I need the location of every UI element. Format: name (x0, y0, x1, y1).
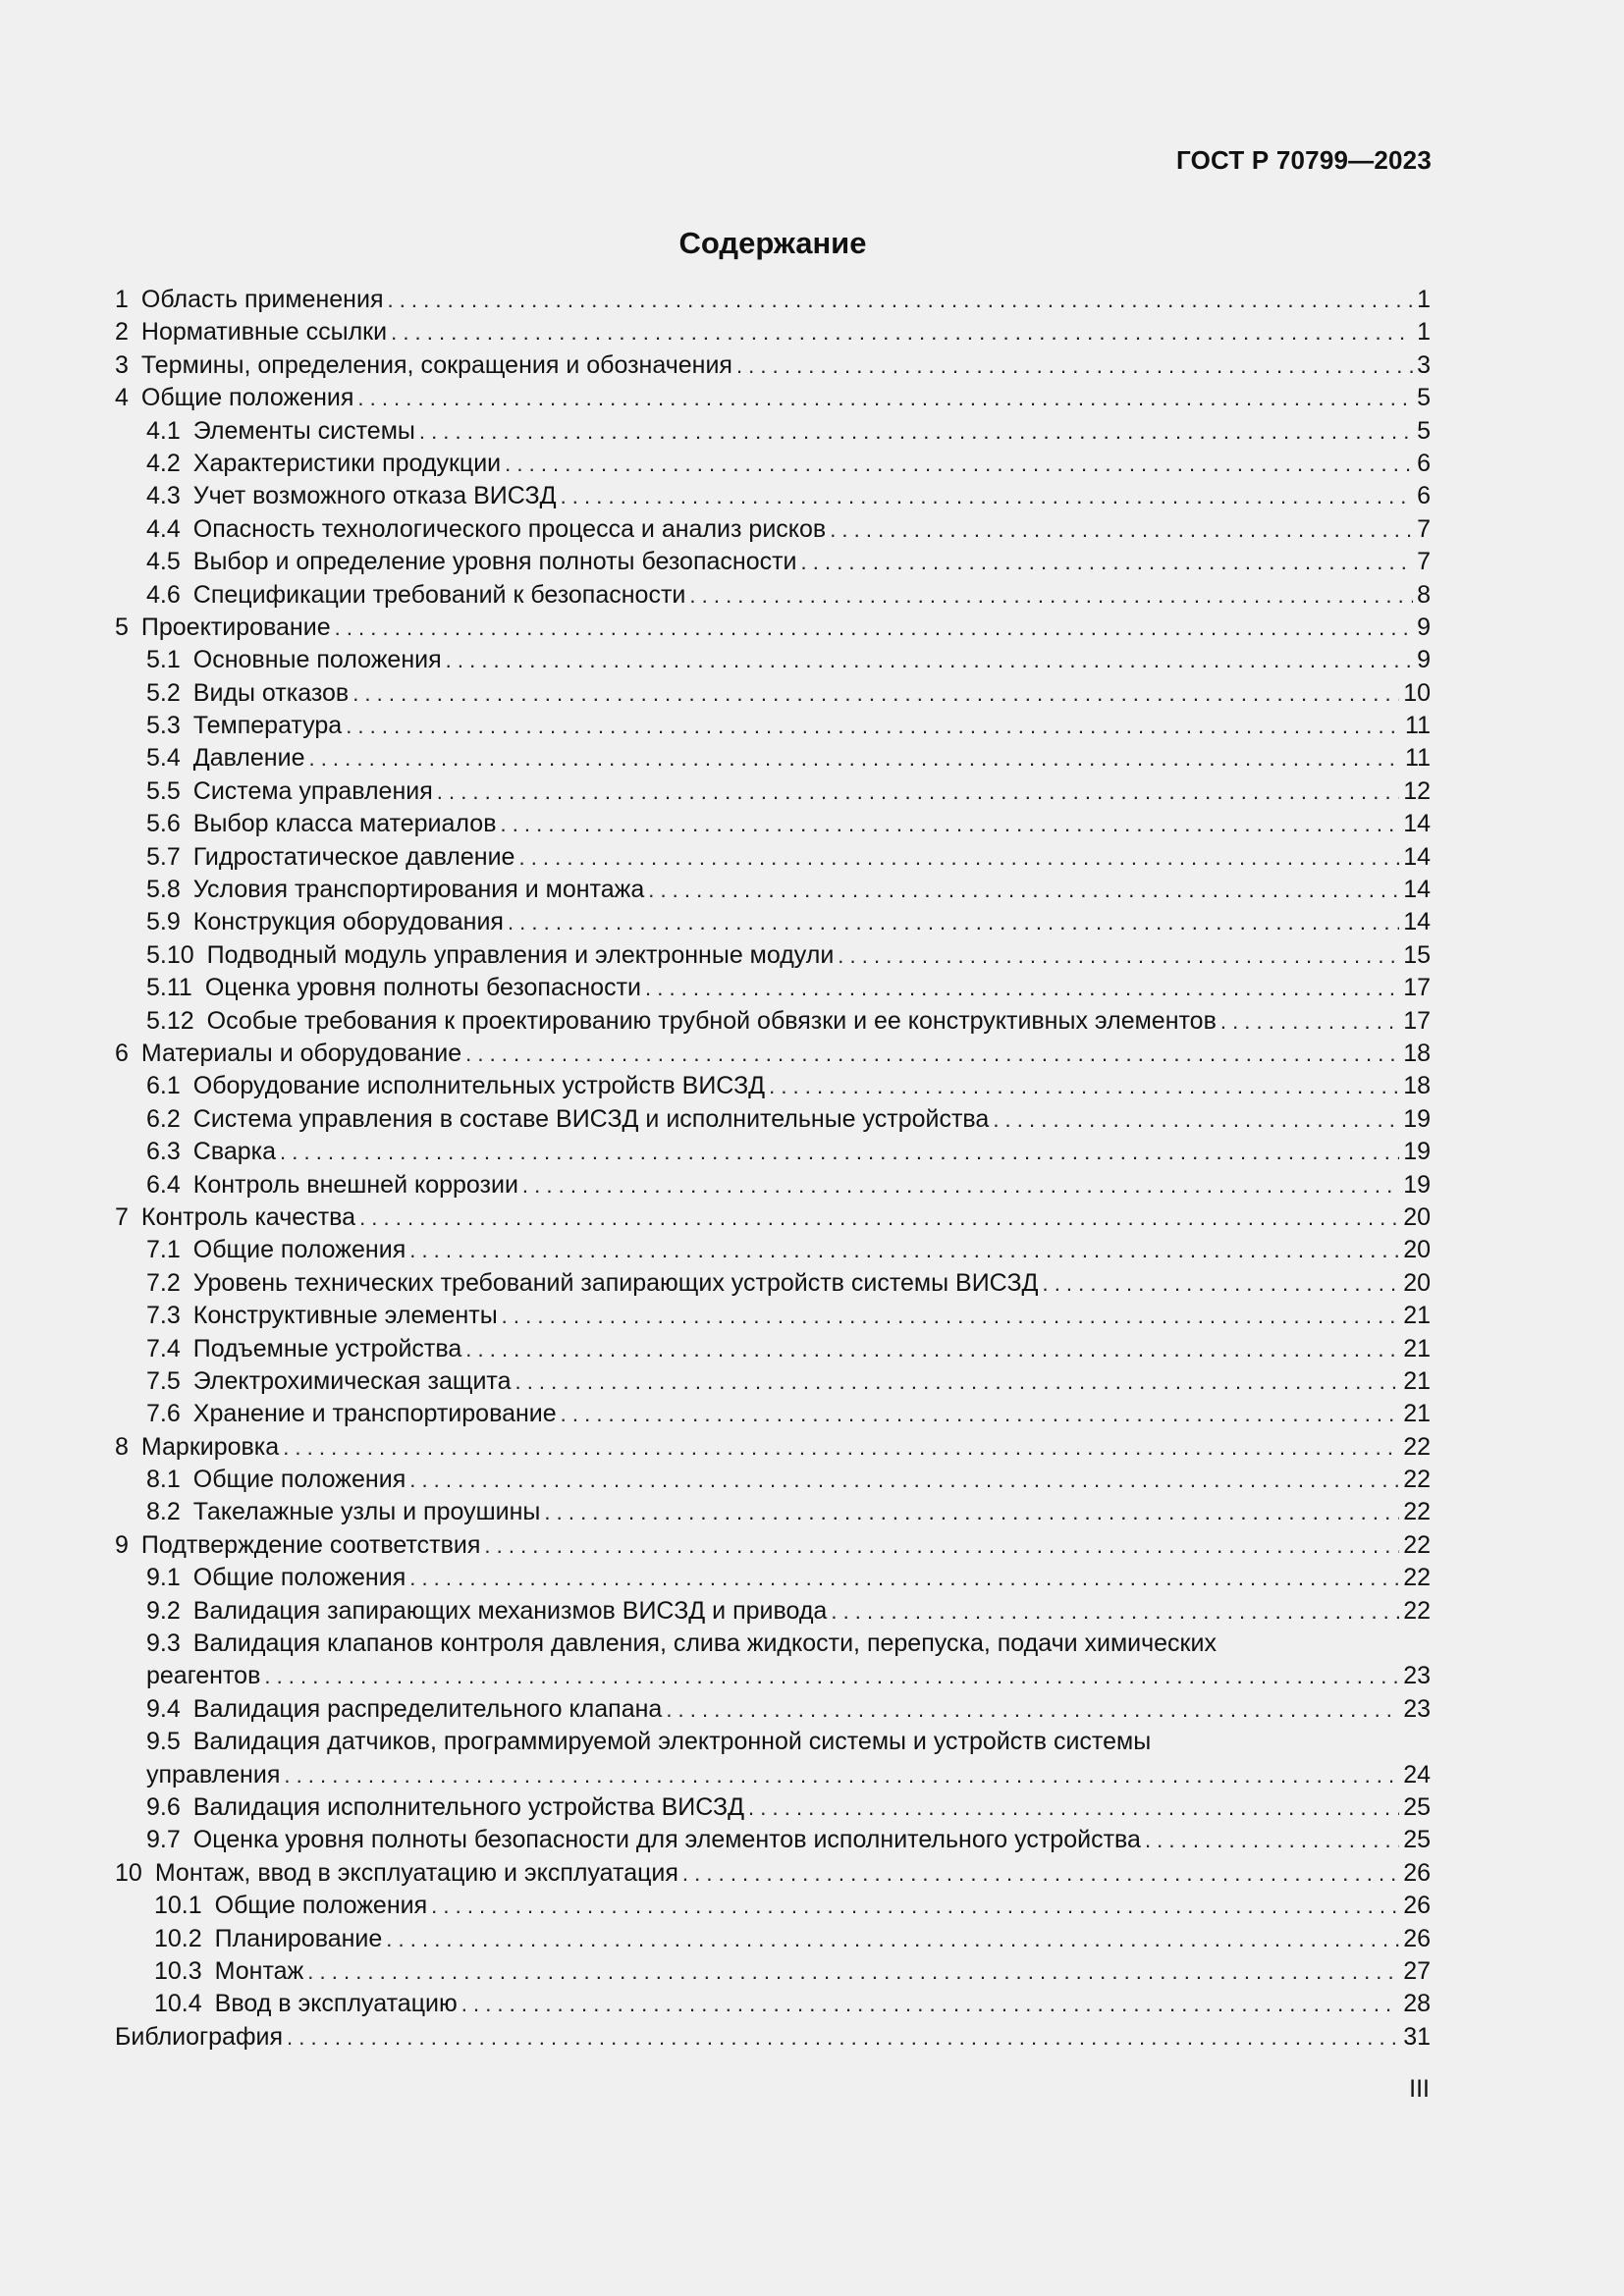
toc-entry[interactable] (115, 284, 1431, 316)
toc-leader-dots (522, 1169, 1399, 1201)
toc-leader-dots (830, 513, 1413, 546)
toc-entry-page: 20 (1403, 1236, 1431, 1264)
toc-entry-page: 21 (1403, 1400, 1431, 1428)
toc-entry[interactable] (115, 480, 1431, 512)
toc-entry-title: Такелажные узлы и проушины (192, 1498, 541, 1526)
toc-entry-title: Ввод в эксплуатацию (214, 1990, 458, 2018)
toc-entry[interactable] (115, 1529, 1431, 1562)
toc-entry-title: Конструкция оборудования (192, 908, 504, 936)
toc-entry-number: 5.10 (146, 940, 194, 969)
toc-entry-number: 6 (115, 1039, 129, 1067)
toc-entry-page: 19 (1403, 1104, 1431, 1133)
toc-entry-number: 2 (115, 318, 129, 347)
toc-leader-dots (264, 1660, 1399, 1692)
toc-entry-title: Валидация запирающих механизмов ВИСЗД и привода (192, 1596, 828, 1625)
toc-entry-page: 25 (1403, 1792, 1431, 1821)
toc-entry-page: 28 (1403, 1990, 1431, 2018)
toc-entry-number: 5.4 (146, 744, 181, 773)
toc-entry-page: 11 (1405, 744, 1431, 773)
toc-entry[interactable] (115, 1857, 1431, 1890)
toc-leader-dots (508, 906, 1399, 938)
toc-leader-dots (409, 1464, 1399, 1496)
toc-leader-dots (561, 480, 1414, 512)
toc-entry-number: 7.2 (146, 1268, 181, 1297)
toc-leader-dots (446, 644, 1413, 676)
toc-entry[interactable] (115, 1103, 1431, 1136)
toc-leader-dots (283, 1431, 1399, 1464)
toc-entry-title: Опасность технологического процесса и анализ рисков (192, 514, 827, 543)
toc-entry-title: Спецификации требований к безопасности (192, 580, 686, 609)
toc-entry-title: Температура (192, 712, 343, 740)
toc-entry-number: 7.3 (146, 1302, 181, 1330)
toc-entry-page: 23 (1403, 1662, 1431, 1690)
toc-entry-page: 27 (1403, 1956, 1431, 1985)
toc-entry-title: Подтверждение соответствия (140, 1530, 481, 1559)
toc-entry[interactable] (115, 1496, 1431, 1528)
toc-entry-title: Контроль качества (140, 1202, 356, 1231)
toc-entry[interactable] (115, 1169, 1431, 1201)
toc-leader-dots (831, 1595, 1399, 1628)
toc-leader-dots (484, 1529, 1399, 1562)
toc-entry[interactable] (115, 1595, 1431, 1628)
toc-entry-title: Система управления в составе ВИСЗД и исполнительные устройства (192, 1104, 990, 1133)
toc-entry-page: 5 (1417, 384, 1431, 412)
toc-entry-page: 23 (1403, 1694, 1431, 1723)
toc-entry-number: 6.3 (146, 1138, 181, 1166)
toc-entry-number: 9.5 (146, 1728, 181, 1756)
toc-entry-page: 26 (1403, 1924, 1431, 1952)
toc-entry[interactable] (115, 1431, 1431, 1464)
toc-entry[interactable] (115, 579, 1431, 612)
toc-leader-dots (518, 841, 1399, 874)
toc-entry-number: 8.2 (146, 1498, 181, 1526)
toc-entry[interactable] (115, 382, 1431, 414)
toc-entry-title: Валидация датчиков, программируемой электронной системы и устройств системы (192, 1728, 1152, 1756)
toc-entry-number: 5 (115, 613, 129, 641)
toc-entry-number: 1 (115, 286, 129, 313)
toc-entry-title: Уровень технических требований запирающих устройств системы ВИСЗД (192, 1268, 1039, 1297)
toc-entry[interactable] (115, 415, 1431, 448)
toc-entry-number: 8.1 (146, 1466, 181, 1494)
toc-entry-title: Характеристики продукции (192, 449, 502, 477)
toc-entry-number: 5.6 (146, 810, 181, 838)
toc-entry-title: Сварка (192, 1138, 277, 1166)
toc-entry[interactable] (115, 1398, 1431, 1430)
toc-entry-title-continued: реагентов (146, 1662, 261, 1690)
toc-entry-page: 10 (1403, 678, 1431, 707)
toc-entry[interactable] (115, 808, 1431, 840)
toc-entry-page: 9 (1417, 646, 1431, 674)
toc-entry-number: 5.7 (146, 842, 181, 871)
toc-entry-number: 4.3 (146, 482, 181, 510)
toc-entry-number: 9.7 (146, 1826, 181, 1854)
toc-entry-title: Виды отказов (192, 678, 350, 707)
toc-entry-title: Валидация исполнительного устройства ВИСЗД (192, 1792, 745, 1821)
toc-entry[interactable] (115, 710, 1431, 742)
toc-entry-page: 14 (1403, 908, 1431, 936)
toc-entry-title: Контроль внешней коррозии (192, 1170, 518, 1199)
toc-entry[interactable] (115, 1070, 1431, 1102)
toc-leader-dots (419, 415, 1413, 448)
toc-entry[interactable] (115, 1038, 1431, 1070)
toc-entry-number: 9 (115, 1530, 129, 1559)
toc-entry-number: 7.6 (146, 1400, 181, 1428)
toc-entry-number: 5.2 (146, 678, 181, 707)
toc-entry-title: Элементы системы (192, 416, 415, 445)
toc-entry[interactable] (115, 1955, 1431, 1988)
toc-entry[interactable] (115, 644, 1431, 676)
toc-leader-dots (352, 677, 1399, 710)
toc-entry-number: 7.4 (146, 1334, 181, 1362)
toc-entry-number: 4 (115, 384, 129, 412)
toc-entry-title: Хранение и транспортирование (192, 1400, 557, 1428)
toc-entry-page: 9 (1417, 613, 1431, 641)
toc-entry-number: 5.5 (146, 776, 181, 805)
toc-entry-number: 8 (115, 1432, 129, 1461)
toc-entry-page: 21 (1403, 1302, 1431, 1330)
toc-entry-title: Учет возможного отказа ВИСЗД (192, 482, 557, 510)
toc-entry-number: 3 (115, 350, 129, 379)
table-of-contents (115, 284, 1431, 2054)
toc-entry-title: Материалы и оборудование (140, 1039, 462, 1067)
toc-entry[interactable] (115, 1464, 1431, 1496)
toc-entry[interactable] (115, 1005, 1431, 1038)
toc-entry[interactable] (115, 1234, 1431, 1266)
toc-entry[interactable] (115, 742, 1431, 774)
toc-leader-dots (461, 1988, 1399, 2020)
toc-entry-number: 6.2 (146, 1104, 181, 1133)
toc-entry-page: 22 (1403, 1432, 1431, 1461)
toc-leader-dots (1220, 1005, 1399, 1038)
toc-entry-page: 7 (1417, 548, 1431, 576)
toc-entry-title: Основные положения (192, 646, 442, 674)
toc-entry-number: 5.3 (146, 712, 181, 740)
toc-entry-title: Нормативные ссылки (140, 318, 388, 347)
toc-leader-dots (801, 546, 1414, 578)
toc-entry[interactable] (115, 1693, 1431, 1726)
toc-leader-dots (307, 1955, 1399, 1988)
toc-leader-dots (391, 316, 1413, 348)
toc-leader-dots (308, 742, 1401, 774)
toc-entry-title: Монтаж, ввод в эксплуатацию и эксплуатация (154, 1858, 678, 1887)
toc-entry-page: 22 (1403, 1564, 1431, 1592)
toc-entry-number: 9.3 (146, 1629, 181, 1658)
toc-leader-dots (748, 1791, 1399, 1824)
toc-entry[interactable] (115, 841, 1431, 874)
toc-entry-number: 4.4 (146, 514, 181, 543)
toc-entry[interactable] (115, 1824, 1431, 1856)
toc-entry-page: 22 (1403, 1466, 1431, 1494)
toc-entry-page: 26 (1403, 1858, 1431, 1887)
toc-entry-number: 4.5 (146, 548, 181, 576)
toc-entry-title: Область применения (140, 286, 384, 313)
toc-entry-title: Валидация распределительного клапана (192, 1694, 663, 1723)
toc-entry-page: 6 (1417, 449, 1431, 477)
toc-entry-number: 5.8 (146, 876, 181, 904)
toc-entry-page: 8 (1417, 580, 1431, 609)
toc-leader-dots (409, 1234, 1399, 1266)
toc-entry-title: Условия транспортирования и монтажа (192, 876, 645, 904)
toc-entry[interactable] (115, 1136, 1431, 1168)
toc-entry-number: 10.2 (154, 1924, 202, 1952)
toc-entry[interactable] (115, 349, 1431, 382)
toc-entry-page: 22 (1403, 1530, 1431, 1559)
toc-leader-dots (386, 1923, 1399, 1955)
toc-leader-dots (387, 284, 1413, 316)
toc-leader-dots (284, 1759, 1399, 1791)
toc-entry[interactable] (115, 1562, 1431, 1594)
toc-entry-page: 11 (1405, 712, 1431, 740)
toc-entry-title: Подъемные устройства (192, 1334, 462, 1362)
toc-entry-title: Планирование (214, 1924, 383, 1952)
toc-entry-title-continued: управления (146, 1760, 281, 1789)
toc-entry-number: 7.5 (146, 1366, 181, 1395)
toc-leader-dots (736, 349, 1413, 382)
toc-entry-title: Подводный модуль управления и электронные модули (206, 940, 835, 969)
toc-entry-title: Оценка уровня полноты безопасности (204, 974, 641, 1002)
toc-entry[interactable] (115, 1628, 1431, 1693)
toc-leader-dots (335, 612, 1413, 644)
toc-leader-dots (280, 1136, 1399, 1168)
toc-leader-dots (514, 1365, 1399, 1398)
toc-entry-title: Оценка уровня полноты безопасности для элементов исполнительного устройства (192, 1826, 1141, 1854)
toc-entry-number: 7 (115, 1202, 129, 1231)
toc-entry-number: 7.1 (146, 1236, 181, 1264)
toc-entry-page: 31 (1403, 2022, 1431, 2051)
toc-entry-page: 26 (1403, 1892, 1431, 1920)
toc-entry[interactable] (115, 1726, 1431, 1791)
toc-entry-page: 18 (1403, 1072, 1431, 1100)
toc-leader-dots (505, 448, 1413, 480)
toc-entry-page: 19 (1403, 1170, 1431, 1199)
toc-leader-dots (561, 1398, 1400, 1430)
toc-entry-page: 6 (1417, 482, 1431, 510)
toc-leader-dots (359, 1201, 1399, 1234)
toc-entry[interactable] (115, 1300, 1431, 1332)
toc-entry[interactable] (115, 874, 1431, 906)
toc-entry-number: 10 (115, 1858, 142, 1887)
toc-entry-page: 14 (1403, 810, 1431, 838)
toc-entry-page: 1 (1417, 286, 1431, 313)
toc-entry-page: 21 (1403, 1334, 1431, 1362)
toc-leader-dots (645, 972, 1399, 1004)
toc-entry-page: 15 (1403, 940, 1431, 969)
toc-entry-number: 4.1 (146, 416, 181, 445)
toc-entry-number: 10.1 (154, 1892, 202, 1920)
toc-entry[interactable] (115, 939, 1431, 972)
toc-entry-page: 5 (1417, 416, 1431, 445)
toc-entry-title: Особые требования к проектированию трубной обвязки и ее конструктивных элементов (206, 1006, 1217, 1035)
toc-leader-dots (689, 579, 1413, 612)
page-title: Содержание (678, 226, 867, 260)
page-number: III (1409, 2075, 1430, 2103)
toc-entry[interactable] (115, 316, 1431, 348)
toc-entry-page: 20 (1403, 1268, 1431, 1297)
toc-leader-dots (682, 1857, 1399, 1890)
toc-entry[interactable] (115, 448, 1431, 480)
toc-entry-title: Общие положения (140, 384, 354, 412)
toc-entry-number: 9.1 (146, 1564, 181, 1592)
toc-entry[interactable] (115, 1365, 1431, 1398)
toc-entry[interactable] (115, 906, 1431, 938)
toc-entry[interactable] (115, 546, 1431, 578)
toc-entry-page: 12 (1403, 776, 1431, 805)
toc-entry-page: 3 (1417, 350, 1431, 379)
toc-entry-page: 14 (1403, 876, 1431, 904)
toc-leader-dots (465, 1333, 1399, 1365)
toc-entry-title: Библиография (115, 2022, 284, 2051)
toc-entry-title: Монтаж (214, 1956, 304, 1985)
toc-entry-page: 1 (1417, 318, 1431, 347)
toc-entry[interactable] (115, 677, 1431, 710)
toc-entry-number: 6.1 (146, 1072, 181, 1100)
toc-entry[interactable] (115, 775, 1431, 808)
toc-leader-dots (465, 1038, 1399, 1070)
toc-leader-dots (838, 939, 1399, 972)
toc-entry-title: Общие положения (192, 1466, 406, 1494)
toc-entry-number: 10.4 (154, 1990, 202, 2018)
toc-entry-title: Система управления (192, 776, 433, 805)
toc-entry-title: Гидростатическое давление (192, 842, 515, 871)
toc-entry-page: 17 (1403, 974, 1431, 1002)
toc-entry-title: Электрохимическая защита (192, 1366, 512, 1395)
toc-entry-number: 10.3 (154, 1956, 202, 1985)
toc-entry-page: 14 (1403, 842, 1431, 871)
toc-entry-title: Общие положения (192, 1236, 406, 1264)
toc-leader-dots (357, 382, 1413, 414)
toc-entry-number: 6.4 (146, 1170, 181, 1199)
toc-entry-page: 25 (1403, 1826, 1431, 1854)
toc-leader-dots (346, 710, 1401, 742)
toc-entry[interactable] (115, 612, 1431, 644)
toc-entry-title: Общие положения (214, 1892, 428, 1920)
toc-entry-number: 4.2 (146, 449, 181, 477)
toc-entry-title: Давление (192, 744, 305, 773)
toc-entry-page: 22 (1403, 1596, 1431, 1625)
toc-entry-page: 22 (1403, 1498, 1431, 1526)
toc-entry-number: 5.12 (146, 1006, 194, 1035)
toc-entry[interactable] (115, 1333, 1431, 1365)
toc-entry-number: 5.11 (146, 974, 192, 1002)
toc-entry-page: 17 (1403, 1006, 1431, 1035)
toc-entry-page: 20 (1403, 1202, 1431, 1231)
toc-entry-page: 18 (1403, 1039, 1431, 1067)
toc-entry-title: Выбор класса материалов (192, 810, 497, 838)
toc-entry[interactable] (115, 1890, 1431, 1922)
toc-leader-dots (502, 1300, 1400, 1332)
toc-leader-dots (1145, 1824, 1399, 1856)
toc-entry[interactable] (115, 1267, 1431, 1300)
document-id: ГОСТ Р 70799—2023 (1176, 145, 1432, 175)
toc-entry-number: 9.2 (146, 1596, 181, 1625)
toc-leader-dots (769, 1070, 1399, 1102)
toc-leader-dots (287, 2021, 1399, 2054)
toc-entry-title: Валидация клапанов контроля давления, слива жидкости, перепуска, подачи химических (192, 1629, 1217, 1658)
toc-leader-dots (1042, 1267, 1399, 1300)
toc-leader-dots (409, 1562, 1399, 1594)
toc-leader-dots (993, 1103, 1399, 1136)
toc-leader-dots (648, 874, 1399, 906)
toc-leader-dots (500, 808, 1399, 840)
toc-entry-number: 9.6 (146, 1792, 181, 1821)
toc-entry[interactable] (115, 513, 1431, 546)
toc-entry-title: Общие положения (192, 1564, 406, 1592)
toc-entry-number: 5.9 (146, 908, 181, 936)
toc-entry[interactable] (115, 1791, 1431, 1824)
toc-entry-page: 21 (1403, 1366, 1431, 1395)
toc-entry-number: 5.1 (146, 646, 181, 674)
toc-leader-dots (437, 775, 1399, 808)
toc-entry-title: Конструктивные элементы (192, 1302, 498, 1330)
toc-leader-dots (666, 1693, 1399, 1726)
toc-entry-page: 24 (1403, 1760, 1431, 1789)
toc-entry-title: Термины, определения, сокращения и обозначения (140, 350, 732, 379)
toc-entry-page: 7 (1417, 514, 1431, 543)
toc-entry-title: Проектирование (140, 613, 331, 641)
toc-entry-page: 19 (1403, 1138, 1431, 1166)
toc-entry[interactable] (115, 2021, 1431, 2054)
toc-entry-title: Оборудование исполнительных устройств ВИСЗД (192, 1072, 766, 1100)
toc-entry[interactable] (115, 1923, 1431, 1955)
toc-entry-title: Маркировка (140, 1432, 280, 1461)
toc-leader-dots (431, 1890, 1399, 1922)
toc-entry-title: Выбор и определение уровня полноты безопасности (192, 548, 797, 576)
toc-entry[interactable] (115, 972, 1431, 1004)
toc-entry-number: 4.6 (146, 580, 181, 609)
toc-entry[interactable] (115, 1201, 1431, 1234)
toc-entry-number: 9.4 (146, 1694, 181, 1723)
toc-entry[interactable] (115, 1988, 1431, 2020)
toc-leader-dots (544, 1496, 1399, 1528)
